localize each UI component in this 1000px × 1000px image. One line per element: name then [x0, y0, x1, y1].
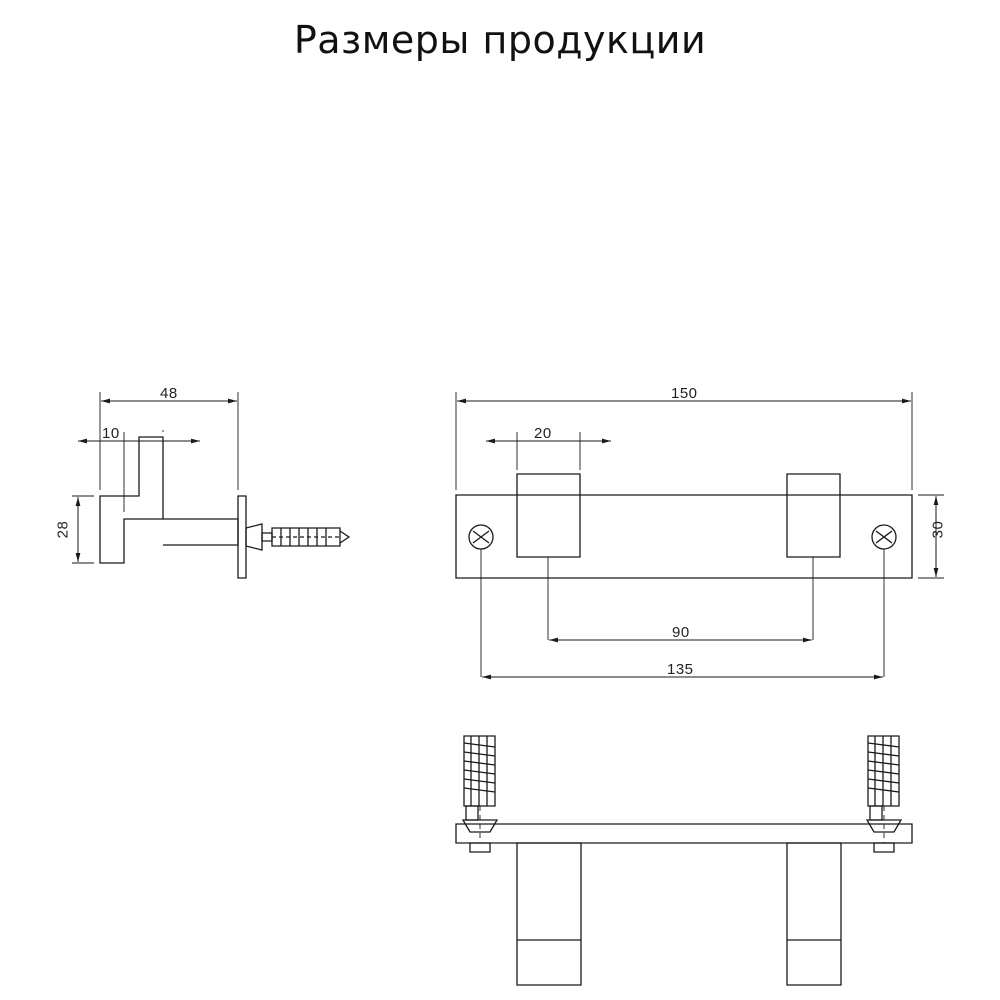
dimension-label-30: 30: [929, 520, 947, 539]
page-title: Размеры продукции: [293, 18, 707, 62]
dimension-label-20: 20: [534, 425, 552, 442]
front-view-dimensions: [456, 392, 944, 677]
dimension-label-150: 150: [671, 385, 698, 402]
dimension-label-10: 10: [102, 425, 120, 442]
front-view-geometry: [456, 474, 912, 578]
dimension-label-90: 90: [672, 624, 690, 641]
dimension-label-48: 48: [160, 385, 178, 402]
dimension-label-28: 28: [54, 520, 72, 539]
bottom-view-geometry: [456, 736, 912, 985]
side-view-dimensions: [72, 392, 238, 563]
dimension-label-135: 135: [667, 661, 694, 678]
side-view-geometry: [100, 437, 349, 578]
